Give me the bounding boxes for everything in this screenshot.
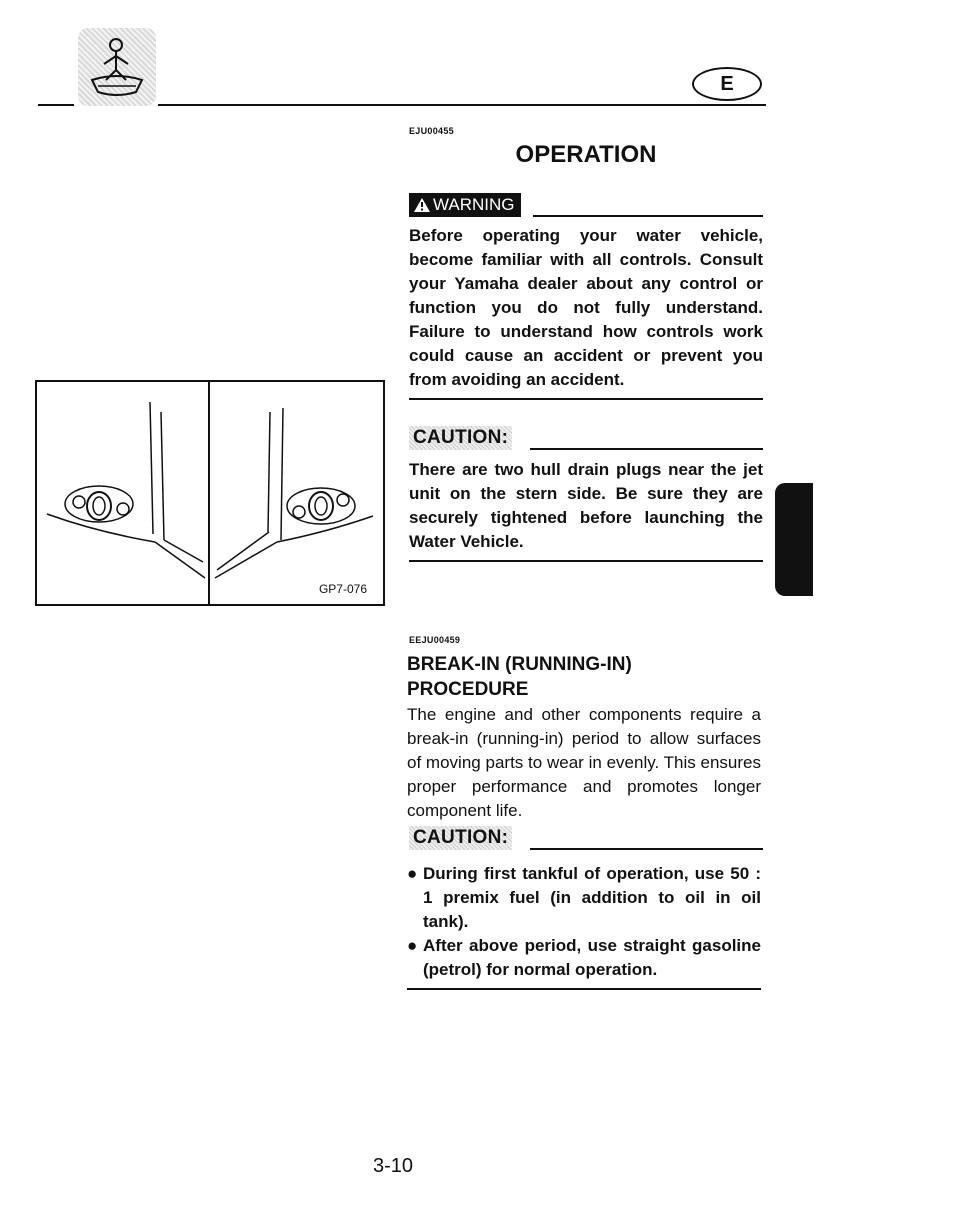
break-in-caution-label: CAUTION: bbox=[409, 826, 512, 850]
figure-code: GP7-076 bbox=[318, 582, 367, 596]
caution-end-rule bbox=[409, 560, 763, 562]
break-in-caution-header bbox=[409, 826, 763, 850]
list-item bbox=[407, 862, 761, 934]
warning-end-rule bbox=[409, 398, 763, 400]
bullet-icon: ● bbox=[407, 936, 418, 955]
warning-label-box bbox=[409, 193, 521, 217]
watercraft-rider-icon bbox=[78, 28, 156, 106]
warning-label: WARNING bbox=[433, 195, 515, 214]
hull-drain-plug-illustration bbox=[37, 382, 383, 604]
warning-header bbox=[409, 193, 763, 217]
warning-label-line bbox=[533, 215, 763, 217]
break-in-caution-list bbox=[407, 862, 761, 982]
doc-code-break-in: EEJU00459 bbox=[409, 635, 461, 645]
warning-triangle-icon bbox=[413, 197, 431, 213]
section-title-line2: PROCEDURE bbox=[407, 679, 529, 700]
break-in-caution-end-rule bbox=[407, 988, 761, 990]
caution-label-line bbox=[530, 448, 763, 450]
list-item-text: During first tankful of operation, use 50 : 1 premix fuel (in addition to oil in oil tank). bbox=[423, 864, 761, 931]
break-in-caution-label-line bbox=[530, 848, 763, 850]
figure-hull-drain-plugs bbox=[35, 380, 385, 606]
caution-text: There are two hull drain plugs near the jet unit on the stern side. Be sure they are securely tightened before launching the Water Vehicle. bbox=[409, 460, 763, 551]
header-rule-right bbox=[158, 104, 766, 106]
bullet-icon: ● bbox=[407, 864, 418, 883]
page-number: 3-10 bbox=[373, 1155, 414, 1177]
warning-text: Before operating your water vehicle, become familiar with all controls. Consult your Yamaha dealer about any control or function you do not fully understand. Failure to understand how controls work could cause an accident or prevent you from avoiding an accident. bbox=[409, 226, 763, 389]
caution-label: CAUTION: bbox=[409, 426, 512, 450]
break-in-body: The engine and other components require a break-in (running-in) period to allow surfaces of moving parts to wear in evenly. This ensures proper performance and promotes longer component life. bbox=[407, 705, 761, 820]
doc-code: EJU00455 bbox=[409, 126, 454, 136]
page-title: OPERATION bbox=[515, 141, 657, 168]
caution-header bbox=[409, 426, 763, 450]
chapter-thumb-tab bbox=[775, 483, 813, 596]
section-logo bbox=[78, 28, 156, 106]
language-badge: E bbox=[692, 67, 762, 101]
header-rule-left bbox=[38, 104, 74, 106]
list-item bbox=[407, 934, 761, 982]
list-item-text: After above period, use straight gasoline (petrol) for normal operation. bbox=[423, 936, 761, 979]
section-title-line1: BREAK-IN (RUNNING-IN) bbox=[407, 654, 632, 675]
